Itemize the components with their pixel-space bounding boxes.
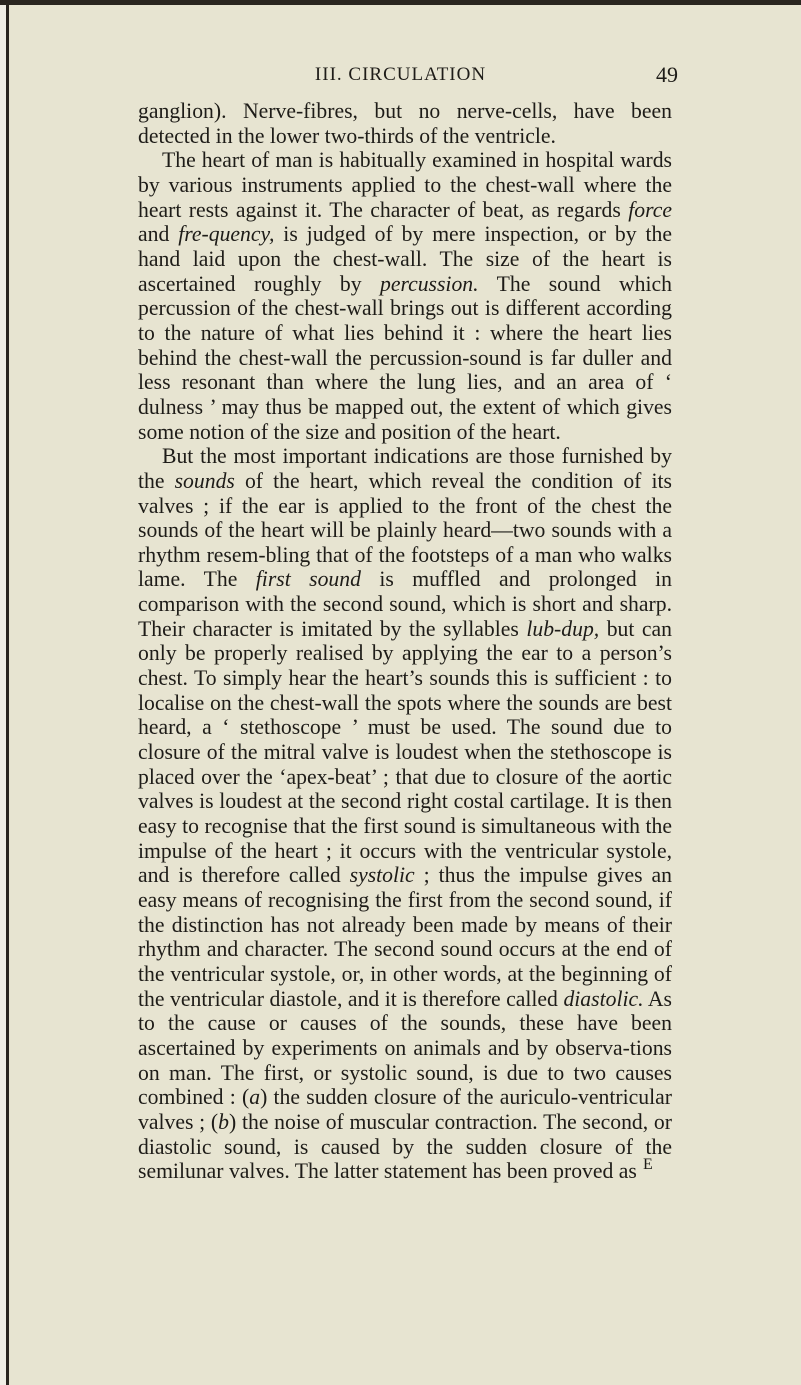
page-top-edge: [0, 0, 801, 5]
paragraph: [138, 148, 672, 444]
text-run: ) the noise of muscular contraction. The second, or diastolic sound, is caused by the sudden closure of the semilunar valves. The latter statement has been proved as: [138, 1109, 672, 1184]
text-run: is muffled and prolonged in comparison with the second sound, which is short and sharp. Their character is imitated by the syllables: [138, 567, 672, 641]
signature-mark: E: [643, 1156, 653, 1173]
italic-text: sounds: [174, 468, 235, 493]
paragraph: [138, 99, 672, 148]
text-run: ; thus the impulse gives an easy means of recognising the first from the second sound, if the distinction has not already been made by means of their rhythm and character. The second sound occurs at the end of the ventricular systole, or, in other words, at the beginning of the ventricular diastole, and it is therefore called: [138, 863, 672, 1011]
page-header: [0, 62, 801, 92]
page-edge-line: [6, 0, 9, 1385]
page-number: 49: [656, 62, 678, 87]
italic-text: diastolic.: [563, 986, 644, 1011]
italic-text: lub-dup,: [526, 616, 600, 641]
italic-text: a: [249, 1085, 261, 1110]
text-run: The heart of man is habitually examined in hospital wards by various instruments applied to the chest-wall where the heart rests against it. The character of beat, as regards: [138, 148, 672, 222]
italic-text: systolic: [349, 863, 415, 888]
body-text: [138, 99, 672, 1184]
text-run: As to the cause or causes of the sounds, these have been ascertained by experiments on animals and by observa-tions on man. The first, or systolic sound, is due to two causes combined : (: [138, 986, 673, 1110]
text-run: ) the sudden closure of the auriculo-ventricular valves ; (: [138, 1085, 672, 1134]
paragraph: [138, 444, 672, 1184]
italic-text: fre-quency,: [178, 222, 275, 247]
italic-text: b: [218, 1109, 229, 1134]
text-run: and: [138, 222, 179, 247]
italic-text: percussion.: [379, 271, 479, 296]
running-head: III. CIRCULATION: [314, 64, 487, 85]
text-run: but can only be properly realised by applying the ear to a person’s chest. To simply hear the heart’s sounds this is sufficient : to localise on the chest-wall the spots where the sounds are best heard, a ‘ stethoscope ’ must be used. The sound due to closure of the mitral valve is loudest when the stethoscope is placed over the ‘apex-beat’ ; that due to closure of the aortic valves is loudest at the second right costal cartilage. It is then easy to recognise that the first sound is simultaneous with the impulse of the heart ; it occurs with the ventricular systole, and is therefore called: [138, 616, 672, 888]
italic-text: force: [628, 197, 672, 222]
text-run: of the heart, which reveal the condition of its valves ; if the ear is applied to the front of the chest the sounds of the heart will be plainly heard—two sounds with a rhythm resem-bling that of the footsteps of a man who walks lame. The: [138, 468, 672, 592]
text-run: is judged of by mere inspection, or by the hand laid upon the chest-wall. The size of the heart is ascertained roughly by: [138, 222, 672, 296]
italic-text: first sound: [255, 567, 361, 592]
text-run: The sound which percussion of the chest-wall brings out is different according to the nature of what lies behind it : where the heart lies behind the chest-wall the percussion-sound is far duller and less resonant than where the lung lies, and an area of ‘ dulness ’ may thus be mapped out, the extent of which gives some notion of the size and position of the heart.: [138, 271, 672, 444]
text-run: But the most important indications are those furnished by the: [138, 444, 672, 493]
text-run: ganglion). Nerve-fibres, but no nerve-cells, have been detected in the lower two-thirds of the ventricle.: [138, 99, 672, 148]
